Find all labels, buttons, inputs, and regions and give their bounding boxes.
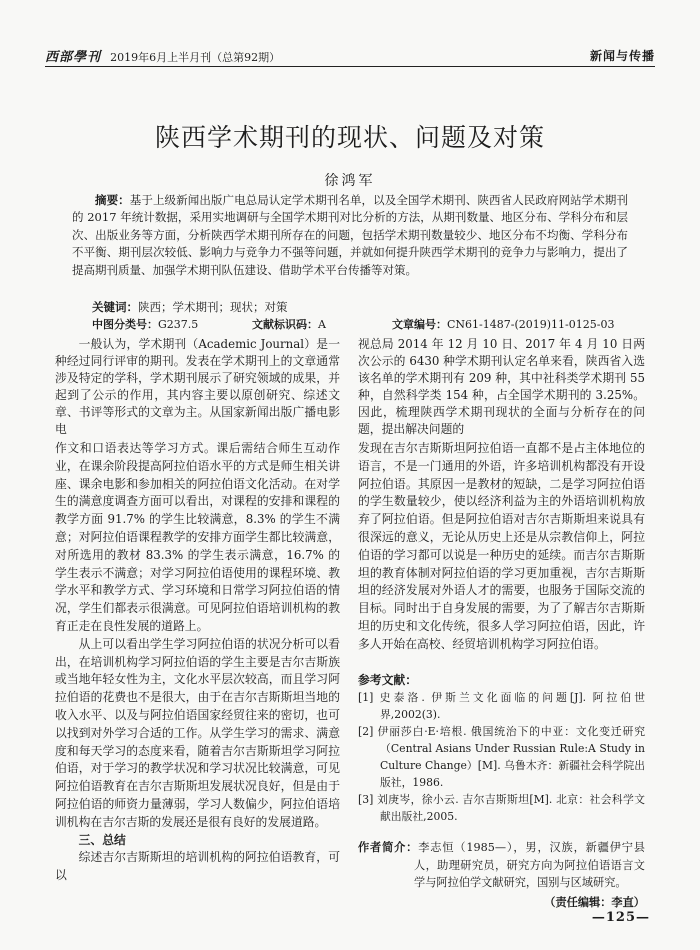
doc-code-value: A <box>318 318 326 331</box>
clc-number <box>92 316 198 332</box>
body-paragraph: 发现在吉尔吉斯斯坦阿拉伯语一直都不是占主体地位的语言，不是一门通用的外语，许多培训机构都没有开设阿拉伯语。其原因一是教材的短缺，二是学习阿拉伯语的学生数量较少，使以经济利益为主的外语培训机构放弃了阿拉伯语。但是阿拉伯语对吉尔吉斯斯坦来说具有很深远的意义，无论从历史上还是从宗教信仰上，阿拉伯语的学习都可以说是一种历史的延续。而吉尔吉斯斯坦的教育体制对阿拉伯语的学习更加重视，吉尔吉斯斯坦的经济发展对外语人才的需要，也服务于国际交流的目标。同时出于自身发展的需要，为了了解吉尔吉斯斯坦的历史和文化传统，很多人学习阿拉伯语，因此，许多人开始在高校、经贸培训机构学习阿拉伯语。 <box>358 441 645 651</box>
abstract-text: 基于上级新闻出版广电总局认定学术期刊名单，以及全国学术期刊、陕西省人民政府网站学术期刊的 2017 年统计数据，采用实地调研与全国学术期刊对比分析的方法，从期刊数量、地区分布、学科分布和层次、出版业务等方面，分析陕西学术期刊所存在的问题，包括学术期刊数量较少、地区分布不均衡、学科分布不平衡、期刊层次较低、影响力与竞争力不强等问题，并就如何提升陕西学术期刊的竞争力与影响力，提出了提高期刊质量、加强学术期刊队伍建设、借助学术平台传播等对策。 <box>72 193 629 277</box>
reference-item: [1] 史泰洛. 伊斯兰文化面临的问题[J]. 阿拉伯世界,2002(3). <box>358 691 645 722</box>
keywords-label: 关键词： <box>92 300 138 314</box>
doc-code-label: 文献标识码： <box>252 318 318 331</box>
responsible-editor: （责任编辑：李直） <box>544 894 645 909</box>
abstract <box>72 192 628 279</box>
keywords-text: 陕西；学术期刊；现状；对策 <box>138 300 288 314</box>
previous-article-right-column <box>358 440 645 911</box>
body-paragraph: 作文和口语表达等学习方式。课后需结合师生互动作业，在课余阶段提高阿拉伯语水平的方式是师生相关讲座、课余电影和参加相关的阿拉伯语文化活动。在对学生的满意度调查方面可以看出，对课程的安排和课程的教学方面 91.7% 的学生比较满意，8.3% 的学生不满意；对阿拉伯语课程教学的安排方面学生都比较满意，对所选用的教材 83.3% 的学生表示满意，16.7% 的学生表示不满意；对学习阿拉伯语使用的课程环境、教学水平和教学方式、学习环境和日常学习阿拉伯语的情况，学生们都表示很满意。可见阿拉伯语培训机构的教育正走在良性发展的道路上。 <box>55 441 340 633</box>
section-name: 新闻与传播 <box>589 49 655 63</box>
body-paragraph: 综述吉尔吉斯斯坦的培训机构的阿拉伯语教育，可以 <box>55 850 340 883</box>
page-number: —125— <box>591 910 650 925</box>
running-header <box>45 46 655 67</box>
article-body-left-column <box>55 336 340 438</box>
author-bio-text: 李志恒（1985—），男，汉族，新疆伊宁县人，助理研究员，研究方向为阿拉伯语语言文学与阿拉伯学文献研究，国别与区域研究。 <box>414 841 645 890</box>
body-paragraph: 视总局 2014 年 12 月 10 日、2017 年 4 月 10 日两次公示的 6430 种学术期刊认定名单来看，陕西省入选该名单的学术期刊有 209 种，其中社科类学术期刊 55 种，自然科学类 154 种，占全国学术期刊的 3.25%。因此，梳理陕西学术期刊现状的全面与分析存在的问题，提出解决问题的 <box>358 337 645 436</box>
issue-info: 2019年6月上半月刊（总第92期） <box>110 51 281 64</box>
author-bio-label: 作者简介： <box>358 840 419 855</box>
abstract-label: 摘要： <box>95 193 130 207</box>
clc-label: 中图分类号： <box>92 318 158 331</box>
reference-item: [3] 刘庚岑，徐小云. 吉尔吉斯斯坦[M]. 北京：社会科学文献出版社,2005. <box>358 793 645 824</box>
article-number <box>392 316 614 332</box>
body-paragraph: 从上可以看出学生学习阿拉伯语的状况分析可以看出，在培训机构学习阿拉伯语的学生主要是吉尔吉斯族或当地年轻女性为主，文化水平层次较高，而且学习阿拉伯语的花费也不是很大，由于在吉尔吉斯斯坦当地的收入水平、以及与阿拉伯语国家经贸往来的密切，也可以找到对外学习合适的工作。从学生学习的需求、满意度和每天学习的态度来看，随着吉尔吉斯斯坦学习阿拉伯语，对于学习的教学状况和学习状况比较满意，可见阿拉伯语教育在吉尔吉斯斯坦发展状况良好，但是由于阿拉伯语的师资力量薄弱，学习人数偏少，阿拉伯语培训机构在吉尔吉斯的发展还是很有良好的发展道路。 <box>55 636 340 829</box>
document-code <box>252 316 326 332</box>
body-paragraph: 一般认为，学术期刊（Academic Journal）是一种经过同行评审的期刊。发表在学术期刊上的文章通常涉及特定的学科，学术期刊展示了研究领域的成果，并起到了公示的作用，其内容主要以原创研究、综述文章、书评等形式的文章为主。从国家新闻出版广播电影电 <box>55 337 340 436</box>
article-no-value: CN61-1487-(2019)11-0125-03 <box>447 318 615 331</box>
article-body-right-column <box>358 336 645 438</box>
journal-logo: 西部學刊 <box>45 50 102 65</box>
reference-item: [2] 伊丽莎白·E·培根. 俄国统治下的中亚：文化变迁研究（Central Asians Under Russian Rule:A Study in Culture Change）[M]. 乌鲁木齐：新疆社会科学院出版社，1986. <box>358 725 645 790</box>
article-no-label: 文章编号： <box>392 318 447 331</box>
clc-value: G237.5 <box>158 318 199 331</box>
section-heading: 三、总结 <box>78 832 126 847</box>
references-heading: 参考文献： <box>358 672 417 687</box>
author-bio <box>358 839 645 891</box>
previous-article-left-column <box>55 440 340 885</box>
article-title: 陕西学术期刊的现状、问题及对策 <box>154 123 545 152</box>
article-author: 徐鸿军 <box>324 173 376 189</box>
keywords <box>92 299 288 315</box>
